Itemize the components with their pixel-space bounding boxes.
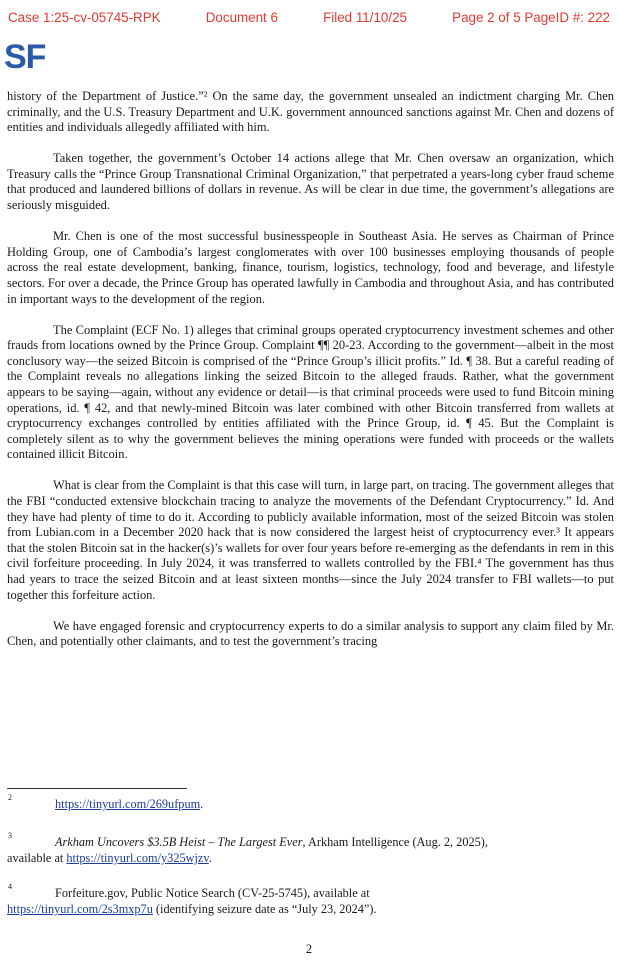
footnote-4 [7, 882, 607, 917]
page-info: Page 2 of 5 PageID #: 222 [452, 10, 610, 25]
footnote-3-number: 3 [8, 831, 12, 840]
footnote-3-title: Arkham Uncovers $3.5B Heist – The Largest Ever [55, 835, 303, 849]
footnote-2 [7, 793, 607, 812]
paragraph-2: Taken together, the government’s October 14 actions allege that Mr. Chen oversaw an organization, which Treasury calls the “Prince Group Transnational Criminal Organization,” that perpetrated a years-long cyber fraud scheme that produced and laundered billions of dollars in revenue. As will be clear in due time, the government’s allegations are seriously misguided. [7, 151, 614, 213]
case-header [8, 10, 610, 25]
footnote-divider [7, 788, 187, 789]
paragraph-5: What is clear from the Complaint is that this case will turn, in large part, on tracing. The government alleges that the FBI “conducted extensive blockchain tracing to analyze the movements of the Defendant Cryptocurrency.” Id. And they have had plenty of time to do it. According to publicly available information, most of the seized Bitcoin was stolen from Lubian.com in a December 2020 hack that is now considered the largest heist of cryptocurrency ever.³ It appears that the stolen Bitcoin sat in the hacker(s)’s wallets for over four years before re-emerging as the defendants in rem in this civil forfeiture proceeding. In July 2024, it was transferred to wallets controlled by the FBI.⁴ The government has thus had years to trace the seized Bitcoin and at least sixteen months—since the July 2024 transfer to FBI wallets—to put together this forfeiture action. [7, 478, 614, 602]
page-number: 2 [305, 942, 313, 956]
firm-logo: SF [4, 38, 46, 76]
paragraph-4: The Complaint (ECF No. 1) alleges that criminal groups operated cryptocurrency investment schemes and other frauds from locations owned by the Prince Group. Complaint ¶¶ 20-23. According to the government—albeit in the most conclusory way—the seized Bitcoin is comprised of the “Prince Group’s illicit profits.” Id. ¶ 38. But a careful reading of the Complaint reveals no allegations linking the seized Bitcoin to the alleged frauds. Rather, what the government appears to be saying—again, without any evidence or detail—is that criminal proceeds were used to fund Bitcoin mining operations, id. ¶ 42, and that newly-mined Bitcoin was later combined with other Bitcoin transferred from wallets at cryptocurrency exchanges controlled by entities affiliated with the Prince Group, id. ¶ 45. But the Complaint is completely silent as to why the government believes the mining operations were funded with proceeds or the wallets contained illicit Bitcoin. [7, 322, 614, 462]
footnote-3-after: . [208, 851, 212, 865]
filed-date: Filed 11/10/25 [323, 10, 407, 25]
footnote-4-number: 4 [8, 882, 12, 891]
footnote-4-text: Forfeiture.gov, Public Notice Search (CV-25-5745), available at [55, 886, 370, 900]
footnote-3-prefix: available at [7, 851, 67, 865]
document-number: Document 6 [205, 10, 278, 25]
document-body [7, 89, 614, 665]
footnote-2-link[interactable]: https://tinyurl.com/269ufpum [55, 797, 201, 811]
case-number: Case 1:25-cv-05745-RPK [8, 10, 161, 25]
paragraph-6: We have engaged forensic and cryptocurrency experts to do a similar analysis to support any claim filed by Mr. Chen, and potentially other claimants, and to test the government’s tracing [7, 618, 614, 649]
footnote-4-after: (identifying seizure date as “July 23, 2024”). [152, 902, 377, 916]
footnote-3-text: , Arkham Intelligence (Aug. 2, 2025), [302, 835, 488, 849]
footnote-2-number: 2 [8, 793, 12, 802]
footnote-3-link[interactable]: https://tinyurl.com/y325wjzv [66, 851, 209, 865]
footnote-2-after: . [200, 797, 204, 811]
footnote-4-link[interactable]: https://tinyurl.com/2s3mxp7u [7, 902, 153, 916]
footnote-3 [7, 831, 607, 866]
paragraph-1: history of the Department of Justice.”² On the same day, the government unsealed an indictment charging Mr. Chen criminally, and the U.S. Treasury Department and U.K. government announced sanctions against Mr. Chen and dozens of entities and individuals allegedly affiliated with him. [7, 89, 614, 135]
paragraph-3: Mr. Chen is one of the most successful businesspeople in Southeast Asia. He serves as Chairman of Prince Holding Group, one of Cambodia’s largest conglomerates with over 100 businesses employing thousands of people across the real estate development, banking, finance, tourism, logistics, technology, food and beverage, and lifestyle sectors. For over a decade, the Prince Group has operated lawfully in Cambodia and throughout Asia, and has contributed in important ways to the development of the region. [7, 229, 614, 306]
